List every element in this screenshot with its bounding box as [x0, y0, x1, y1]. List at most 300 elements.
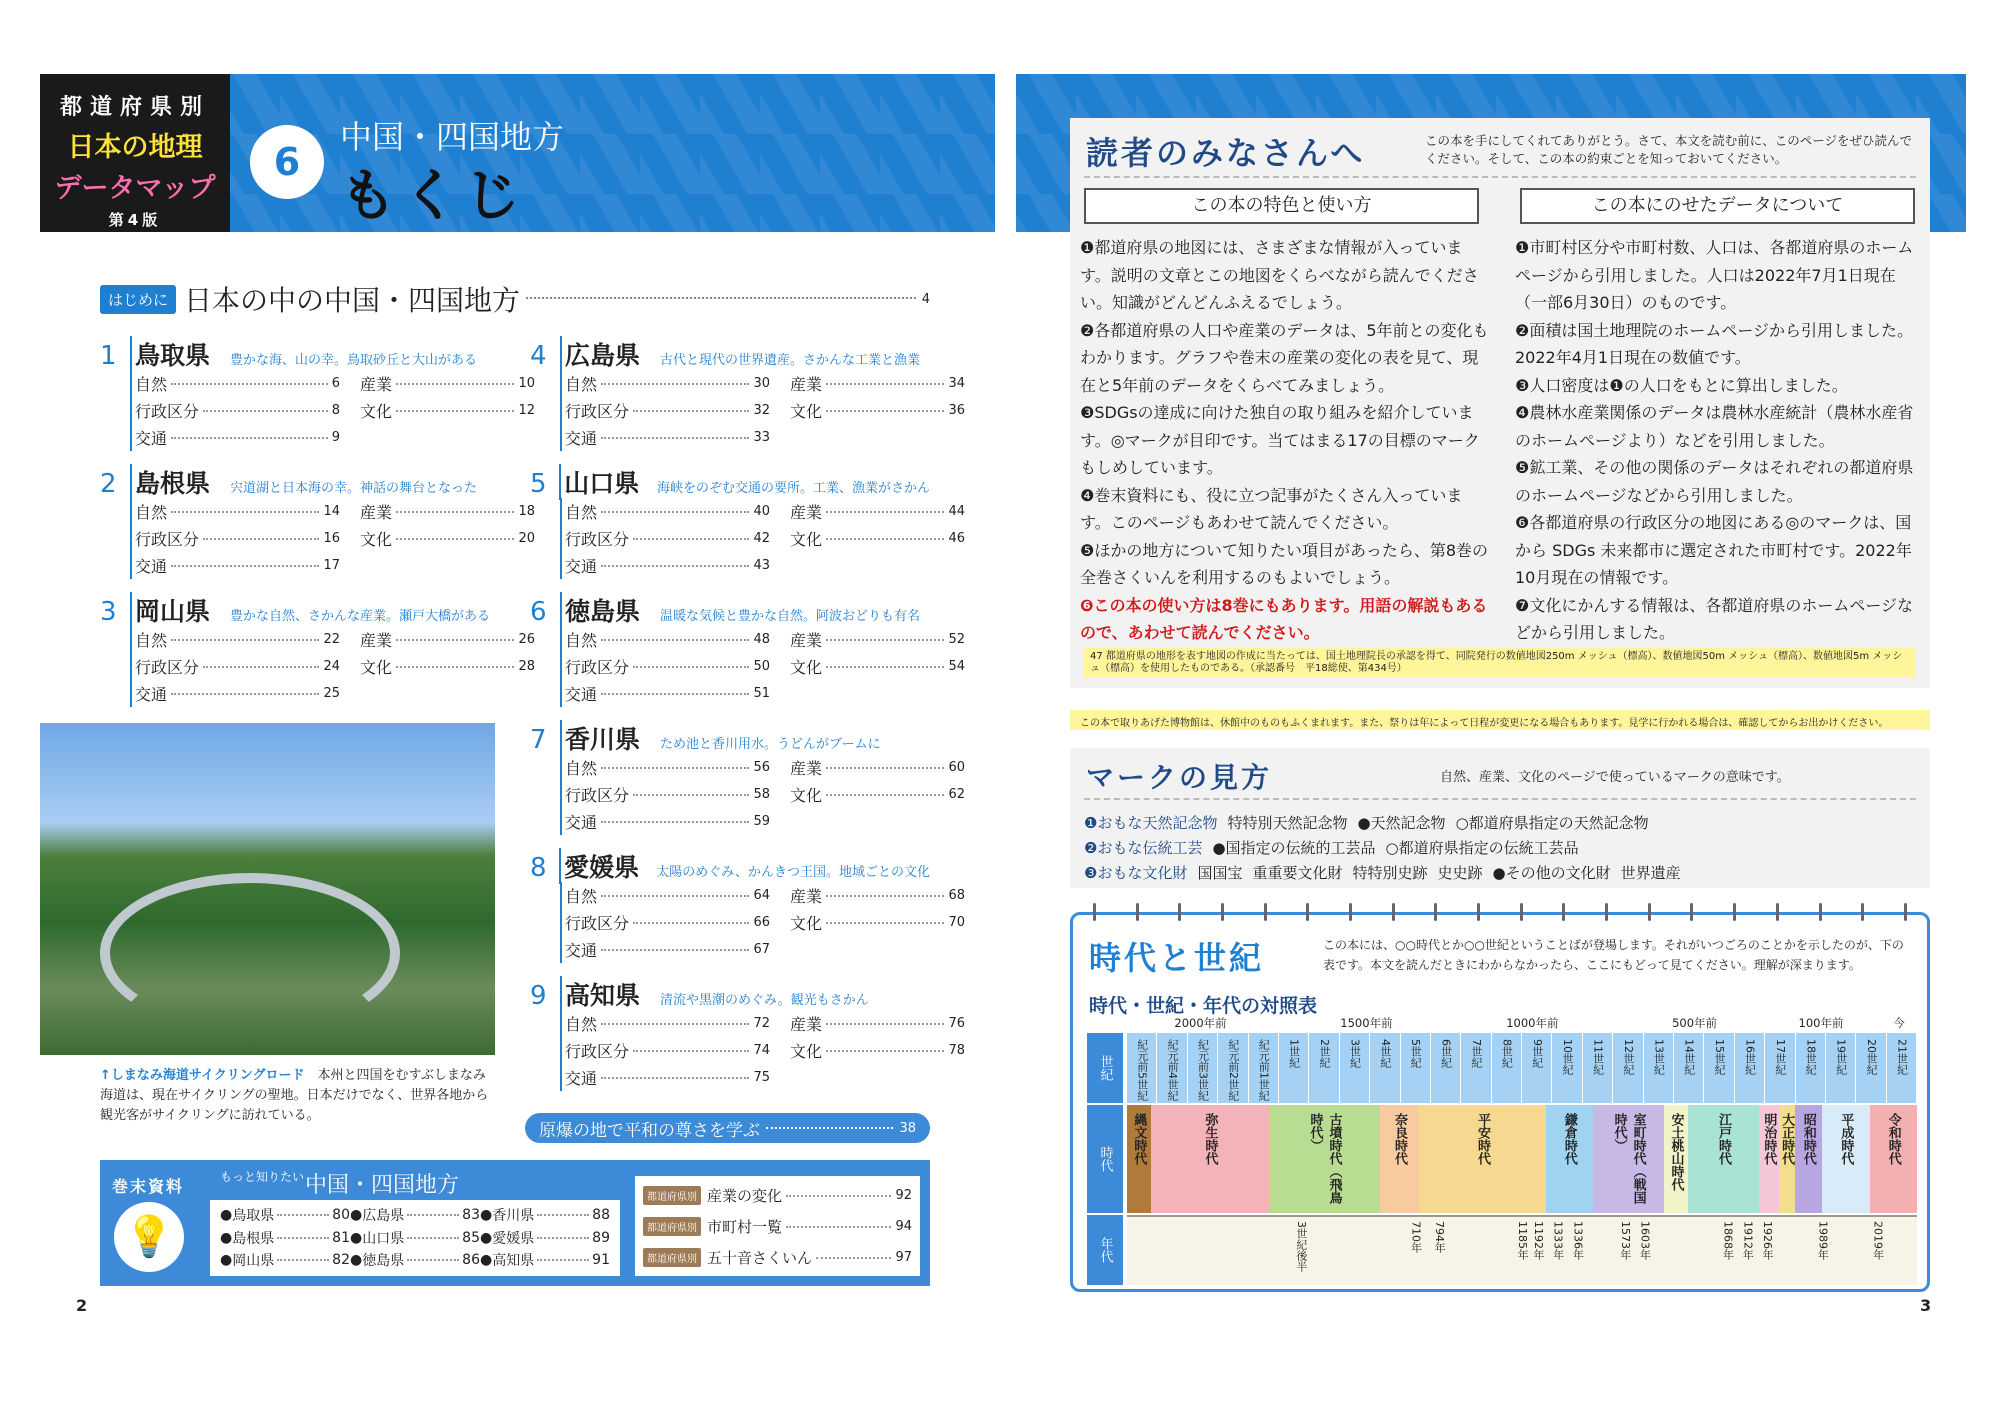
timeline-tick: 1000年前: [1506, 1016, 1559, 1030]
leader-dots: [633, 538, 749, 540]
caption-title: しまなみ海道サイクリングロード: [110, 1068, 305, 1083]
list-item: ❻この本の使い方は8巻にもあります。用語の解説もあるので、あわせて読んでください。: [1080, 595, 1488, 642]
leader-dots: [601, 383, 749, 385]
century-row: [1127, 1033, 1917, 1103]
appendix-item-label: 鳥取県: [232, 1208, 275, 1224]
period-cell: 安土桃山時代: [1664, 1105, 1688, 1213]
bullet-icon: ●: [480, 1229, 493, 1246]
prefecture-entry: [100, 464, 535, 579]
toc-entry[interactable]: [565, 397, 770, 424]
toc-entry-label: 文化: [790, 530, 823, 549]
page-number: 2: [76, 1296, 88, 1315]
year-label: 1192年: [1531, 1221, 1545, 1260]
appendix-data-item[interactable]: [643, 1180, 912, 1211]
toc-entry-page: 50: [753, 659, 770, 674]
appendix-item[interactable]: [220, 1249, 350, 1271]
leader-dots: [633, 922, 749, 924]
marks-line-label: ❶おもな天然記念物: [1084, 814, 1218, 832]
appendix-item[interactable]: [480, 1227, 610, 1249]
leader-dots: [171, 437, 328, 439]
toc-entry-page: 48: [753, 632, 770, 647]
leader-dots: [601, 821, 749, 823]
toc-entry[interactable]: [360, 653, 535, 680]
appendix-data-title: 産業の変化: [707, 1187, 783, 1205]
bullet-icon: ●: [350, 1229, 363, 1246]
toc-entry[interactable]: [790, 653, 965, 680]
toc-entry[interactable]: [790, 754, 965, 781]
appendix-item-page: 89: [592, 1229, 610, 1246]
photo-shimanami-kaido: [40, 723, 495, 1055]
toc-entry-page: 25: [323, 686, 340, 701]
toc-entry-label: 行政区分: [565, 402, 630, 421]
series-logo: [40, 74, 230, 232]
toc-entry-page: 16: [323, 531, 340, 546]
toc-entry-page: 20: [518, 531, 535, 546]
leader-dots: [526, 297, 916, 299]
data-list: [1515, 234, 1925, 647]
toc-entry-page: 26: [518, 632, 535, 647]
toc-entry-page: 12: [518, 403, 535, 418]
peace-entry[interactable]: [525, 1113, 930, 1143]
toc-entry-label: 行政区分: [135, 658, 200, 677]
toc-entry-label: 文化: [360, 402, 393, 421]
toc-entry[interactable]: [360, 525, 535, 552]
appendix-item[interactable]: [220, 1227, 350, 1249]
toc-entry-label: 行政区分: [565, 530, 630, 549]
leader-dots: [601, 639, 749, 641]
prefecture-desc: 豊かな海、山の幸。鳥取砂丘と大山がある: [230, 353, 478, 368]
toc-entry[interactable]: [135, 525, 340, 552]
list-item: ❶都道府県の地図には、さまざまな情報が入っています。説明の文章とこの地図をくらべながら読んでください。知識がどんどんふえるでしょう。: [1080, 238, 1479, 312]
toc-entry[interactable]: [135, 498, 340, 525]
toc-entry[interactable]: [790, 370, 965, 397]
toc-entry[interactable]: [565, 498, 770, 525]
toc-entry[interactable]: [360, 370, 535, 397]
era-box: [1070, 912, 1930, 1292]
toc-entry-page: 6: [331, 376, 340, 391]
toc-entry-label: 文化: [790, 658, 823, 677]
leader-dots: [171, 383, 328, 385]
period-cell: 古墳時代（飛鳥時代）: [1269, 1105, 1380, 1213]
appendix-sub: もっと知りたい: [220, 1170, 305, 1184]
toc-entry-label: 行政区分: [135, 402, 200, 421]
appendix-item[interactable]: [350, 1204, 480, 1226]
toc-entry-page: 58: [753, 787, 770, 802]
toc-entry[interactable]: [790, 626, 965, 653]
prefecture-number: 9: [530, 981, 547, 1011]
appendix-item[interactable]: [350, 1227, 480, 1249]
period-cell: 明治時代: [1759, 1105, 1779, 1213]
leader-dots: [396, 511, 514, 513]
prefecture-number: 5: [530, 469, 547, 499]
century-cell: 1世紀: [1279, 1033, 1309, 1103]
toc-entry-label: 自然: [565, 1015, 598, 1034]
mark-item: ●国指定の伝統的工芸品: [1212, 839, 1376, 857]
appendix-item[interactable]: [220, 1204, 350, 1226]
toc-entry[interactable]: [565, 680, 770, 707]
leader-dots: [277, 1259, 329, 1261]
century-cell: 21世紀: [1887, 1033, 1917, 1103]
era-title: 時代と世紀: [1089, 939, 1265, 977]
prefecture-header: [530, 336, 930, 370]
year-label: 794年: [1433, 1221, 1447, 1253]
timeline-tick: 2000年前: [1174, 1016, 1227, 1030]
appendix-item-label: 山口県: [362, 1230, 405, 1247]
toc-entry-label: 産業: [790, 503, 823, 522]
year-label: 1912年: [1741, 1221, 1755, 1260]
toc-entry-label: 自然: [135, 631, 168, 650]
reader-intro: この本を手にしてくれてありがとう。さて、本文を読む前に、このページをぜひ読んでください。そして、この本の約束ごとを知っておいてください。: [1425, 133, 1913, 166]
year-label: 1185年: [1516, 1221, 1530, 1260]
leader-dots: [601, 437, 749, 439]
leader-dots: [407, 1237, 459, 1239]
intro-page: 4: [921, 291, 930, 307]
century-cell: 8世紀: [1492, 1033, 1522, 1103]
era-sub: 時代・世紀・年代の対照表: [1089, 995, 1318, 1017]
toc-entry-label: 行政区分: [565, 914, 630, 933]
mark-item: ●天然記念物: [1357, 814, 1446, 832]
toc-entry[interactable]: [790, 882, 965, 909]
toc-entry-label: 文化: [790, 786, 823, 805]
leader-dots: [826, 794, 944, 796]
section-data: この本にのせたデータについて: [1520, 188, 1915, 224]
toc-entry[interactable]: [360, 498, 535, 525]
prefecture-entry: [530, 336, 965, 451]
century-cell: 10世紀: [1552, 1033, 1582, 1103]
prefecture-sections: [560, 498, 965, 579]
prefecture-entry: [530, 592, 965, 707]
toc-entry-label: 文化: [790, 914, 823, 933]
leader-dots: [396, 383, 514, 385]
toc-entry-label: 文化: [790, 1042, 823, 1061]
appendix-data-item[interactable]: [643, 1211, 912, 1242]
toc-entry-label: 自然: [565, 503, 598, 522]
toc-entry[interactable]: [360, 626, 535, 653]
toc-entry-page: 72: [753, 1016, 770, 1031]
appendix-data-page: 92: [895, 1188, 912, 1203]
logo-line3: データマップ: [54, 173, 216, 204]
century-cell: 2世紀: [1309, 1033, 1339, 1103]
year-label: 1603年: [1638, 1221, 1652, 1260]
row-label-year: 年代: [1087, 1215, 1123, 1285]
year-label: 1573年: [1618, 1221, 1632, 1260]
intro-entry[interactable]: [100, 284, 930, 317]
toc-entry-page: 18: [518, 504, 535, 519]
toc-entry[interactable]: [565, 936, 770, 963]
toc-entry[interactable]: [790, 1010, 965, 1037]
leader-dots: [826, 666, 944, 668]
toc-entry-page: 66: [753, 915, 770, 930]
prefecture-entry: [100, 592, 535, 707]
bullet-icon: ●: [480, 1207, 493, 1223]
prefecture-name[interactable]: 徳島県: [560, 592, 660, 628]
marks-line-label: ❷おもな伝統工芸: [1084, 839, 1203, 857]
mark-item: 特特別史跡: [1352, 864, 1428, 882]
prefecture-desc: ため池と香川用水。うどんがブームに: [660, 737, 881, 752]
mark-item: ○都道府県指定の天然記念物: [1455, 814, 1649, 832]
toc-entry[interactable]: [565, 626, 770, 653]
prefecture-name[interactable]: 広島県: [560, 336, 660, 372]
prefecture-name[interactable]: 岡山県: [130, 592, 230, 628]
prefecture-sections: [560, 626, 965, 707]
toc-entry[interactable]: [565, 1010, 770, 1037]
century-cell: 13世紀: [1644, 1033, 1674, 1103]
timeline-tick: 1500年前: [1340, 1016, 1393, 1030]
reader-title: 読者のみなさんへ: [1086, 134, 1366, 172]
toc-entry-page: 44: [948, 504, 965, 519]
leader-dots: [396, 666, 514, 668]
year-label: 1926年: [1761, 1221, 1774, 1260]
appendix-item[interactable]: [480, 1249, 610, 1271]
century-cell: 6世紀: [1431, 1033, 1461, 1103]
appendix-item-label: 高知県: [492, 1253, 535, 1270]
appendix-data-title: 市町村一覧: [707, 1218, 783, 1236]
prefecture-header: [100, 464, 500, 498]
year-label: 1333年: [1551, 1221, 1565, 1260]
list-item: ❸人口密度は❶の人口をもとに算出しました。: [1515, 375, 1848, 395]
marks-line: [1084, 812, 1649, 833]
prefecture-desc: 清流や黒潮のめぐみ。観光もさかん: [660, 993, 869, 1008]
marks-line: [1084, 837, 1579, 858]
appendix-item-label: 広島県: [362, 1208, 405, 1224]
toc-entry[interactable]: [565, 754, 770, 781]
marks-line: [1084, 862, 1681, 883]
toc-entry[interactable]: [790, 397, 965, 424]
appendix-box: [100, 1160, 930, 1286]
prefecture-desc: 宍道湖と日本海の幸。神話の舞台となった: [230, 481, 478, 496]
prefecture-sections: [560, 882, 965, 963]
leader-dots: [601, 949, 749, 951]
appendix-item[interactable]: [480, 1204, 610, 1226]
year-label: 3世紀後半: [1294, 1221, 1308, 1272]
century-cell: 紀元前2世紀: [1218, 1033, 1248, 1103]
leader-dots: [171, 639, 319, 641]
toc-entry-page: 75: [753, 1070, 770, 1085]
toc-entry-page: 59: [753, 814, 770, 829]
logo-edition: 第4版: [108, 211, 162, 229]
toc-entry-page: 43: [753, 558, 770, 573]
prefecture-sections: [560, 754, 965, 835]
marks-title: マークの見方: [1086, 761, 1273, 794]
leader-dots: [633, 1050, 749, 1052]
section-features: この本の特色と使い方: [1084, 188, 1479, 224]
prefecture-number: 4: [530, 341, 547, 371]
ring-binding: [1073, 903, 1927, 919]
appendix-item-page: 86: [462, 1252, 480, 1269]
toc-entry[interactable]: [565, 882, 770, 909]
toc-entry[interactable]: [135, 552, 340, 579]
toc-entry-page: 24: [323, 659, 340, 674]
bullet-icon: ●: [350, 1252, 363, 1269]
toc-entry[interactable]: [360, 397, 535, 424]
toc-entry-page: 30: [753, 376, 770, 391]
leader-dots: [826, 1050, 944, 1052]
leader-dots: [601, 565, 749, 567]
century-cell: 紀元前5世紀: [1127, 1033, 1157, 1103]
features-list: [1080, 234, 1490, 647]
leader-dots: [396, 410, 514, 412]
leader-dots: [766, 1127, 893, 1129]
era-desc: この本には、○○時代とか○○世紀ということばが登場します。それがいつごろのことかを示したのが、下の表です。本文を読んだときにわからなかったら、ここにもどって見てください。理解が深まります。: [1323, 938, 1904, 972]
century-cell: 9世紀: [1522, 1033, 1552, 1103]
prefecture-sections: [130, 498, 535, 579]
prefecture-sections: [560, 1010, 965, 1091]
appendix-data-page: 94: [895, 1219, 912, 1234]
leader-dots: [601, 895, 749, 897]
toc-entry-page: 67: [753, 942, 770, 957]
leader-dots: [203, 410, 328, 412]
leader-dots: [537, 1237, 589, 1239]
prefecture-sections: [130, 626, 535, 707]
toc-entry-label: 行政区分: [565, 786, 630, 805]
toc-entry[interactable]: [135, 653, 340, 680]
timeline-tick: 100年前: [1798, 1016, 1844, 1030]
leader-dots: [537, 1259, 589, 1261]
period-cell: 室町時代（戦国時代）: [1593, 1105, 1664, 1213]
year-row: [1127, 1215, 1917, 1285]
toc-entry[interactable]: [565, 781, 770, 808]
appendix-data-title: 五十音さくいん: [707, 1249, 813, 1267]
mark-item: 重重要文化財: [1252, 864, 1343, 882]
intro-title: 日本の中の中国・四国地方: [184, 284, 521, 317]
century-cell: 16世紀: [1735, 1033, 1765, 1103]
century-cell: 12世紀: [1613, 1033, 1643, 1103]
toc-entry[interactable]: [790, 1037, 965, 1064]
bullet-icon: ●: [220, 1229, 233, 1246]
toc-entry[interactable]: [790, 525, 965, 552]
prefecture-number: 3: [100, 597, 117, 627]
prefecture-entry: [530, 464, 965, 579]
appendix-item-label: 岡山県: [232, 1253, 275, 1270]
prefecture-name[interactable]: 鳥取県: [130, 336, 230, 372]
toc-entry[interactable]: [565, 525, 770, 552]
prefecture-name[interactable]: 愛媛県: [559, 848, 656, 884]
year-label: 1868年: [1721, 1221, 1735, 1260]
leader-dots: [277, 1237, 329, 1239]
toc-entry[interactable]: [790, 781, 965, 808]
leader-dots: [633, 794, 749, 796]
leader-dots: [826, 639, 944, 641]
toc-entry-label: 交通: [565, 941, 598, 960]
toc-entry[interactable]: [565, 808, 770, 835]
prefecture-entry: [530, 976, 965, 1091]
leader-dots: [826, 410, 944, 412]
period-cell: 昭和時代: [1795, 1105, 1823, 1213]
toc-entry[interactable]: [790, 909, 965, 936]
toc-entry-label: 文化: [360, 658, 393, 677]
century-cell: 14世紀: [1674, 1033, 1704, 1103]
marks-box: [1070, 748, 1930, 888]
volume-number: 6: [250, 125, 324, 199]
toc-entry[interactable]: [565, 909, 770, 936]
right-page: [1000, 0, 2000, 1414]
appendix-label: 巻末資料: [112, 1177, 185, 1196]
toc-entry-label: 文化: [360, 530, 393, 549]
prefecture-sections: [560, 370, 965, 451]
toc-entry[interactable]: [135, 626, 340, 653]
toc-entry-label: 文化: [790, 402, 823, 421]
mark-item: ○都道府県指定の伝統工芸品: [1385, 839, 1579, 857]
prefecture-header: [530, 720, 930, 754]
appendix-data-tag: 都道府県別: [643, 1248, 701, 1267]
mark-item: 国国宝: [1197, 864, 1243, 882]
list-item: ❹農林水産業関係のデータは農林水産統計（農林水産省のホームページより）などを引用しました。: [1515, 403, 1914, 450]
leader-dots: [171, 693, 319, 695]
prefecture-desc: 豊かな自然、さかんな産業。瀬戸大橋がある: [230, 609, 491, 624]
appendix-region: 中国・四国地方: [305, 1173, 460, 1198]
toc-entry[interactable]: [565, 1064, 770, 1091]
leader-dots: [277, 1214, 329, 1216]
prefecture-desc: 温暖な気候と豊かな自然。阿波おどりも有名: [660, 609, 921, 624]
toc-entry[interactable]: [565, 653, 770, 680]
period-cell: 令和時代: [1870, 1105, 1917, 1213]
appendix-data-item[interactable]: [643, 1242, 912, 1273]
mark-item: ●その他の文化財: [1492, 864, 1611, 882]
prefecture-name[interactable]: 山口県: [559, 464, 657, 500]
prefecture-header: [530, 848, 930, 882]
toc-entry[interactable]: [135, 680, 340, 707]
toc-entry-label: 交通: [565, 685, 598, 704]
toc-entry-page: 34: [948, 376, 965, 391]
toc-entry[interactable]: [790, 498, 965, 525]
page-number: 3: [1920, 1296, 1932, 1315]
toc-entry-page: 68: [948, 888, 965, 903]
toc-entry[interactable]: [565, 552, 770, 579]
toc-entry[interactable]: [565, 424, 770, 451]
appendix-item[interactable]: [350, 1249, 480, 1271]
toc-entry-label: 産業: [790, 631, 823, 650]
leader-dots: [826, 1023, 944, 1025]
toc-entry-page: 60: [948, 760, 965, 775]
list-item: ❺ほかの地方について知りたい項目があったら、第8巻の全巻さくいんを利用するのもよいでしょう。: [1080, 540, 1489, 587]
leader-dots: [816, 1257, 891, 1259]
prefecture-sections: [130, 370, 535, 451]
leader-dots: [601, 767, 749, 769]
toc-entry[interactable]: [135, 397, 340, 424]
leader-dots: [171, 511, 319, 513]
period-cell: 江戸時代: [1688, 1105, 1759, 1213]
prefecture-name[interactable]: 島根県: [130, 464, 230, 500]
prefecture-name[interactable]: 高知県: [560, 976, 660, 1012]
appendix-item-label: 香川県: [492, 1208, 535, 1224]
appendix-item-label: 徳島県: [362, 1253, 405, 1270]
leader-dots: [396, 538, 514, 540]
logo-line2: 日本の地理: [67, 132, 203, 163]
toc-entry-page: 10: [518, 376, 535, 391]
photo-caption: ↑しまなみ海道サイクリングロード 本州と四国をむすぶしまなみ海道は、現在サイクリングの聖地。日本だけでなく、世界各地から観光客がサイクリングに訪れている。: [100, 1068, 489, 1123]
mark-item: 史史跡: [1437, 864, 1483, 882]
toc-entry[interactable]: [565, 370, 770, 397]
toc-entry-label: 産業: [790, 1015, 823, 1034]
logo-line1: 都道府県別: [59, 95, 210, 120]
year-label: 1336年: [1571, 1221, 1585, 1260]
list-item: ❸SDGsの達成に向けた独自の取り組みを紹介しています。◎マークが目印です。当てはまる17の目標のマークもしめしています。: [1080, 403, 1480, 477]
toc-entry[interactable]: [135, 424, 340, 451]
toc-entry-page: 51: [753, 686, 770, 701]
toc-entry[interactable]: [565, 1037, 770, 1064]
toc-entry-page: 36: [948, 403, 965, 418]
toc-entry-page: 14: [323, 504, 340, 519]
toc-entry[interactable]: [135, 370, 340, 397]
toc-entry-page: 62: [948, 787, 965, 802]
prefecture-number: 7: [530, 725, 547, 755]
timeline-tick: 500年前: [1672, 1016, 1718, 1030]
leader-dots: [826, 538, 944, 540]
prefecture-name[interactable]: 香川県: [560, 720, 660, 756]
toc-entry-page: 9: [331, 430, 340, 445]
leader-dots: [786, 1195, 891, 1197]
century-cell: 3世紀: [1340, 1033, 1370, 1103]
